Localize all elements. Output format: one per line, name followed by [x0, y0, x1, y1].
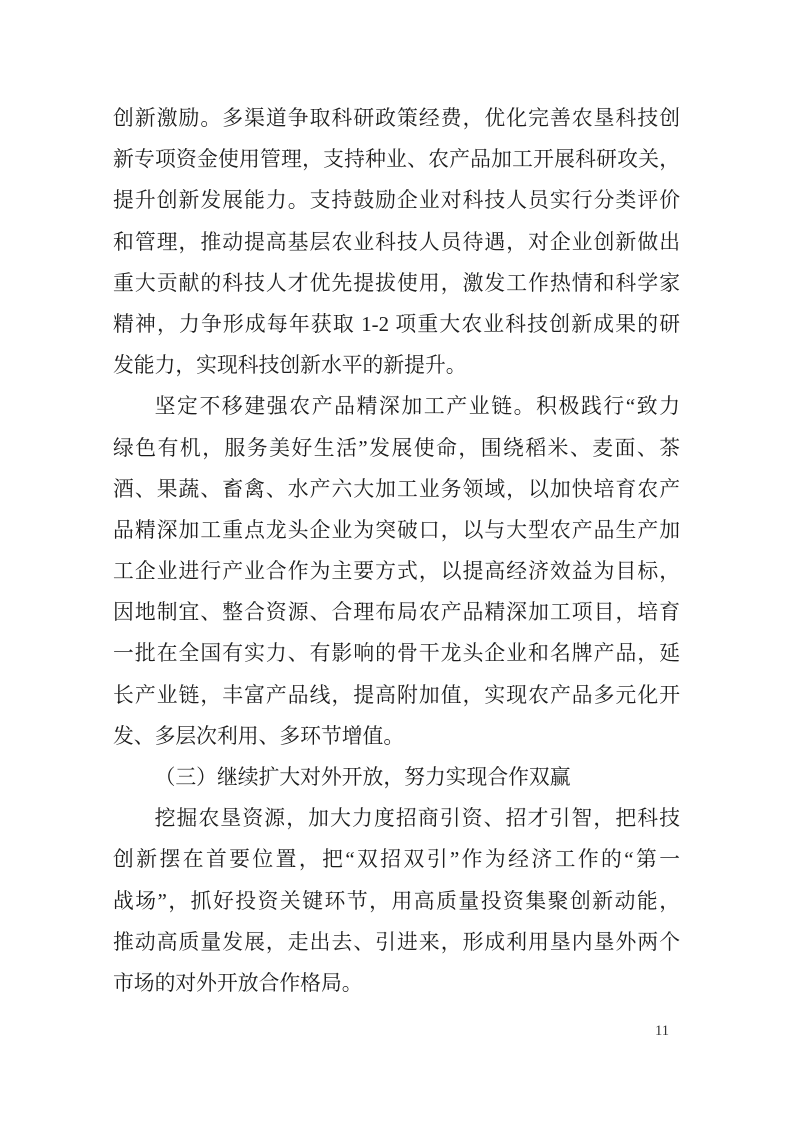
document-body	[113, 98, 680, 1004]
page-number: 11	[655, 1023, 669, 1039]
text-line: 坚定不移建强农产品精深加工产业链。积极践行“致力	[154, 395, 680, 419]
text-line: 因地制宜、整合资源、合理布局农产品精深加工项目，培育	[113, 601, 680, 625]
text-line: 工企业进行产业合作为主要方式，以提高经济效益为目标，	[113, 560, 680, 584]
text-line: 创新摆在首要位置，把“双招双引”作为经济工作的“第一	[113, 848, 680, 872]
text-line: 战场”，抓好投资关键环节，用高质量投资集聚创新动能，	[113, 889, 680, 913]
text-line: 市场的对外开放合作格局。	[113, 971, 363, 995]
text-line: 新专项资金使用管理，支持种业、农产品加工开展科研攻关，	[113, 148, 680, 172]
text-line: 发、多层次利用、多环节增值。	[113, 724, 405, 748]
text-line: 长产业链，丰富产品线，提高附加值，实现农产品多元化开	[113, 683, 680, 707]
text-line: 推动高质量发展，走出去、引进来，形成利用垦内垦外两个	[113, 930, 680, 954]
text-line: 酒、果蔬、畜禽、水产六大加工业务领域，以加快培育农产	[113, 477, 680, 501]
text-line: 一批在全国有实力、有影响的骨干龙头企业和名牌产品，延	[113, 642, 680, 666]
text-line: 重大贡献的科技人才优先提拔使用，激发工作热情和科学家	[113, 271, 680, 295]
text-line: 创新激励。多渠道争取科研政策经费，优化完善农垦科技创	[113, 107, 680, 130]
text-line: 挖掘农垦资源，加大力度招商引资、招才引智，把科技	[154, 807, 680, 831]
text-line: 提升创新发展能力。支持鼓励企业对科技人员实行分类评价	[113, 189, 680, 213]
text-line: 品精深加工重点龙头企业为突破口，以与大型农产品生产加	[113, 518, 680, 542]
section-heading-line: （三）继续扩大对外开放，努力实现合作双赢	[154, 766, 571, 789]
text-line: 发能力，实现科技创新水平的新提升。	[113, 354, 467, 378]
text-line: 精神，力争形成每年获取 1-2 项重大农业科技创新成果的研	[113, 312, 680, 336]
text-line: 绿色有机，服务美好生活”发展使命，围绕稻米、麦面、茶	[113, 436, 680, 460]
text-line: 和管理，推动提高基层农业科技人员待遇，对企业创新做出	[113, 230, 680, 254]
